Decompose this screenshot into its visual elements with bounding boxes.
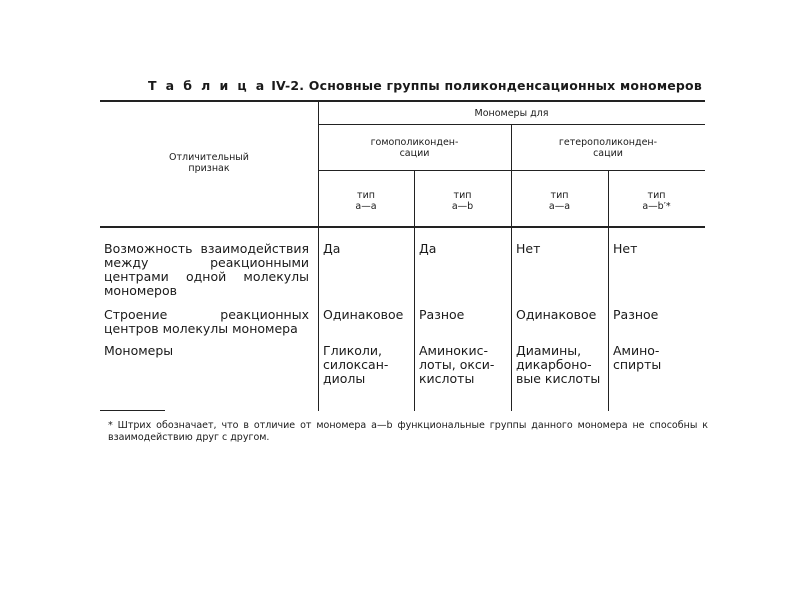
footnote: * Штрих обозначает, что в отличие от мономера a—b функциональные группы данного мономера не способны к взаимодействию друг с другом. [108, 420, 708, 443]
row2-col3: Одинаковое [516, 307, 597, 322]
header-bottom-rule [100, 226, 705, 228]
feature-header: Отличительный признак [169, 152, 249, 174]
row1-col1: Да [323, 241, 341, 256]
row2-col1: Одинаковое [323, 307, 404, 322]
col4-header: тип a—b′* [642, 190, 671, 212]
table-title-text: IV-2. Основные группы поликонденсационных мономеров [271, 78, 702, 93]
monomers-for-header: Мономеры для [474, 108, 549, 119]
row-label-interaction: Возможность взаимодействия между реакционными центрами одной молекулы мономеров [104, 241, 309, 298]
row1-col3: Нет [516, 241, 541, 256]
vline-group [511, 125, 512, 411]
row-label-structure: Строение реакционных центров молекулы мономера [104, 307, 309, 336]
homo-header: гомополиконден- сации [370, 137, 459, 159]
row1-col2: Да [419, 241, 437, 256]
row1-col4: Нет [613, 241, 638, 256]
col1-header: тип a—a [355, 190, 377, 212]
row3-col1: Гликоли, силоксан- диолы [323, 343, 389, 386]
row2-col2: Разное [419, 307, 465, 322]
row3-col4: Амино- спирты [613, 343, 662, 372]
row-label-monomers: Мономеры [104, 343, 174, 358]
row3-col3: Диамины, дикарбоно- вые кислоты [516, 343, 601, 386]
top-rule [100, 100, 705, 102]
row3-col2: Аминокис- лоты, окси- кислоты [419, 343, 495, 386]
table-title [148, 78, 702, 93]
footnote-rule [100, 410, 165, 411]
row2-col4: Разное [613, 307, 659, 322]
hetero-header: гетерополиконден- сации [558, 137, 658, 159]
col3-header: тип a—a [548, 190, 571, 212]
col2-header: тип a—b [451, 190, 474, 212]
table-title-prefix: Т а б л и ц а [148, 78, 267, 93]
